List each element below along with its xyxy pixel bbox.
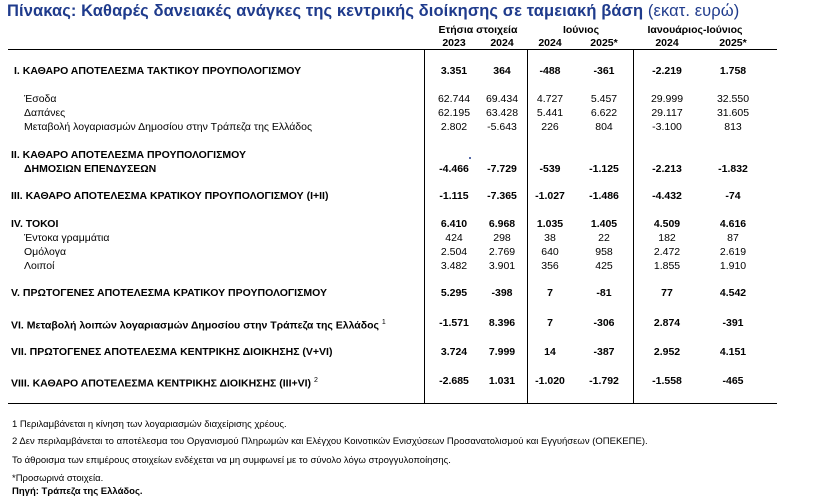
table-cell: 3.351 xyxy=(440,65,468,77)
table-cell: -306 xyxy=(593,317,615,329)
table-cell: 87 xyxy=(727,232,739,244)
table-cell: -74 xyxy=(725,190,741,202)
table-cell: 958 xyxy=(595,246,613,258)
footnote: 1 Περιλαμβάνεται η κίνηση των λογαριασμών διαχείρισης χρέους. xyxy=(12,419,287,430)
source-note: Πηγή: Τράπεζα της Ελλάδος. xyxy=(12,486,143,497)
table-cell: 32.550 xyxy=(716,93,750,105)
table-cell: -4.466 xyxy=(439,163,469,175)
row-label: V. ΠΡΩΤΟΓΕΝΕΣ ΑΠΟΤΕΛΕΣΜΑ ΚΡΑΤΙΚΟΥ ΠΡΟΥΠΟΛΟΓΙΣΜΟΥ xyxy=(11,287,328,299)
table-cell: 804 xyxy=(595,121,613,133)
table-cell: 1.910 xyxy=(719,260,747,272)
table-cell: -1.020 xyxy=(535,375,565,387)
group-header-june: Ιούνιος xyxy=(562,24,600,36)
row-label: I. ΚΑΘΑΡΟ ΑΠΟΤΕΛΕΣΜΑ ΤΑΚΤΙΚΟΥ ΠΡΟΥΠΟΛΟΓΙΣΜΟΥ xyxy=(14,65,302,77)
table-cell: 5.441 xyxy=(536,107,564,119)
title-unit: (εκατ. ευρώ) xyxy=(647,2,740,20)
table-cell: 69.434 xyxy=(485,93,519,105)
table-cell: 62.195 xyxy=(437,107,471,119)
row-label-continued: ΔΗΜΟΣΙΩΝ ΕΠΕΝΔΥΣΕΩΝ xyxy=(24,163,157,175)
table-cell: 424 xyxy=(445,232,463,244)
column-divider xyxy=(633,49,634,403)
table-cell: -7.365 xyxy=(487,190,517,202)
table-cell: 7 xyxy=(547,317,553,329)
footnote-ref: 2 xyxy=(313,377,318,384)
table-cell: 77 xyxy=(661,287,673,299)
table-cell: 4.727 xyxy=(536,93,564,105)
header-rule xyxy=(8,49,777,50)
row-label: Έσοδα xyxy=(24,93,57,105)
table-cell: 22 xyxy=(598,232,610,244)
table-cell: -1.571 xyxy=(439,317,469,329)
table-cell: 3.901 xyxy=(488,260,516,272)
table-cell: -1.027 xyxy=(535,190,565,202)
table-cell: -5.643 xyxy=(487,121,517,133)
row-label: Δαπάνες xyxy=(24,107,66,119)
column-divider xyxy=(424,49,425,403)
table-cell: -1.125 xyxy=(589,163,619,175)
table-cell: 1.405 xyxy=(590,218,618,230)
row-label: Έντοκα γραμμάτια xyxy=(24,232,110,244)
table-cell: 425 xyxy=(595,260,613,272)
row-label: II. ΚΑΘΑΡΟ ΑΠΟΤΕΛΕΣΜΑ ΠΡΟΥΠΟΛΟΓΙΣΜΟΥ xyxy=(11,149,246,161)
table-cell: 640 xyxy=(541,246,559,258)
table-cell: 5.457 xyxy=(590,93,618,105)
table-cell: -2.213 xyxy=(652,163,682,175)
footnote-ref: 1 xyxy=(381,319,386,326)
table-cell: 7.999 xyxy=(488,346,516,358)
table-cell: 1.035 xyxy=(536,218,564,230)
table-cell: -81 xyxy=(596,287,612,299)
table-cell: 6.968 xyxy=(488,218,516,230)
table-cell: 2.802 xyxy=(440,121,468,133)
table-cell: 62.744 xyxy=(437,93,471,105)
table-cell: 2.619 xyxy=(719,246,747,258)
row-label: III. ΚΑΘΑΡΟ ΑΠΟΤΕΛΕΣΜΑ ΚΡΑΤΙΚΟΥ ΠΡΟΥΠΟΛΟΓΙΣΜΟΥ (I+II) xyxy=(11,190,329,202)
table-cell: 7 xyxy=(547,287,553,299)
table-cell: 3.724 xyxy=(440,346,468,358)
table-cell: -3.100 xyxy=(652,121,682,133)
table-cell: -1.832 xyxy=(718,163,748,175)
table-cell: 298 xyxy=(493,232,511,244)
table-cell: -465 xyxy=(722,375,744,387)
table-cell: 8.396 xyxy=(488,317,516,329)
table-cell: -2.685 xyxy=(439,375,469,387)
year-header: 2023 xyxy=(442,37,466,49)
table-title xyxy=(7,2,739,21)
row-label: IV. ΤΟΚΟΙ xyxy=(11,218,59,230)
table-cell: -1.558 xyxy=(652,375,682,387)
table-cell: 38 xyxy=(544,232,556,244)
table-cell: 31.605 xyxy=(716,107,750,119)
bottom-rule xyxy=(8,403,777,404)
table-cell: 2.952 xyxy=(653,346,681,358)
table-cell: 6.622 xyxy=(590,107,618,119)
table-cell: -4.432 xyxy=(652,190,682,202)
table-cell: 29.117 xyxy=(651,107,683,119)
table-cell: 1.855 xyxy=(653,260,681,272)
table-cell: -1.115 xyxy=(439,190,469,202)
stray-mark xyxy=(469,157,471,159)
table-cell: 2.769 xyxy=(488,246,516,258)
row-label: Μεταβολή λογαριασμών Δημοσίου στην Τράπεζα της Ελλάδος xyxy=(24,121,313,133)
table-cell: 356 xyxy=(541,260,559,272)
table-cell: 1.758 xyxy=(719,65,747,77)
footnote: 2 Δεν περιλαμβάνεται το αποτέλεσμα του Οργανισμού Πληρωμών και Ελέγχου Κοινοτικών Ενισχύσεων Προσανατολισμού και Εγγυήσεων (ΟΠΕΚΕΠΕ). xyxy=(12,436,648,447)
table-cell: -1.792 xyxy=(589,375,619,387)
year-header: 2024 xyxy=(490,37,514,49)
table-cell: -2.219 xyxy=(652,65,682,77)
table-cell: 2.504 xyxy=(440,246,468,258)
row-label: Λοιποί xyxy=(24,260,55,272)
table-cell: 4.542 xyxy=(719,287,747,299)
group-header-jan-june: Ιανουάριος-Ιούνιος xyxy=(647,24,743,36)
table-cell: 364 xyxy=(493,65,511,77)
table-cell: -539 xyxy=(539,163,561,175)
table-cell: 5.295 xyxy=(440,287,468,299)
row-label-text: VI. Μεταβολή λοιπών λογαριασμών Δημοσίου στην Τράπεζα της Ελλάδος xyxy=(11,319,379,332)
table-cell: -361 xyxy=(593,65,615,77)
row-label: VII. ΠΡΩΤΟΓΕΝΕΣ ΑΠΟΤΕΛΕΣΜΑ ΚΕΝΤΡΙΚΗΣ ΔΙΟΙΚΗΣΗΣ (V+VI) xyxy=(11,346,333,358)
table-cell: -391 xyxy=(722,317,744,329)
footnote: Το άθροισμα των επιμέρους στοιχείων ενδέχεται να μη συμφωνεί με το σύνολο λόγω στρογγυλοποίησης. xyxy=(12,455,451,466)
row-label xyxy=(11,317,386,332)
table-cell: 226 xyxy=(541,121,559,133)
group-header-annual: Ετήσια στοιχεία xyxy=(438,24,518,36)
table-cell: -398 xyxy=(491,287,513,299)
row-label xyxy=(11,375,318,390)
year-header: 2024 xyxy=(538,37,562,49)
year-header: 2025* xyxy=(719,37,747,49)
table-cell: 4.151 xyxy=(719,346,747,358)
footnote: *Προσωρινά στοιχεία. xyxy=(12,473,104,484)
year-header: 2024 xyxy=(655,37,679,49)
table-cell: 1.031 xyxy=(488,375,516,387)
table-cell: 4.616 xyxy=(719,218,747,230)
title-text: Πίνακας: Καθαρές δανειακές ανάγκες της κεντρικής διοίκησης σε ταμειακή βάση xyxy=(7,2,644,20)
table-cell: -7.729 xyxy=(487,163,517,175)
table-cell: 2.472 xyxy=(653,246,681,258)
table-cell: 813 xyxy=(724,121,742,133)
table-cell: 2.874 xyxy=(653,317,681,329)
table-cell: -1.486 xyxy=(589,190,619,202)
table-cell: 14 xyxy=(544,346,556,358)
table-cell: -488 xyxy=(539,65,561,77)
table-cell: 182 xyxy=(658,232,676,244)
table-cell: 29.999 xyxy=(650,93,684,105)
year-header: 2025* xyxy=(590,37,618,49)
table-cell: 63.428 xyxy=(485,107,519,119)
table-cell: 3.482 xyxy=(440,260,468,272)
row-label: Ομόλογα xyxy=(24,246,67,258)
table-cell: -387 xyxy=(593,346,615,358)
table-cell: 6.410 xyxy=(440,218,468,230)
table-cell: 4.509 xyxy=(653,218,681,230)
row-label-text: VIII. ΚΑΘΑΡΟ ΑΠΟΤΕΛΕΣΜΑ ΚΕΝΤΡΙΚΗΣ ΔΙΟΙΚΗΣΗΣ (III+VI) xyxy=(11,377,312,390)
